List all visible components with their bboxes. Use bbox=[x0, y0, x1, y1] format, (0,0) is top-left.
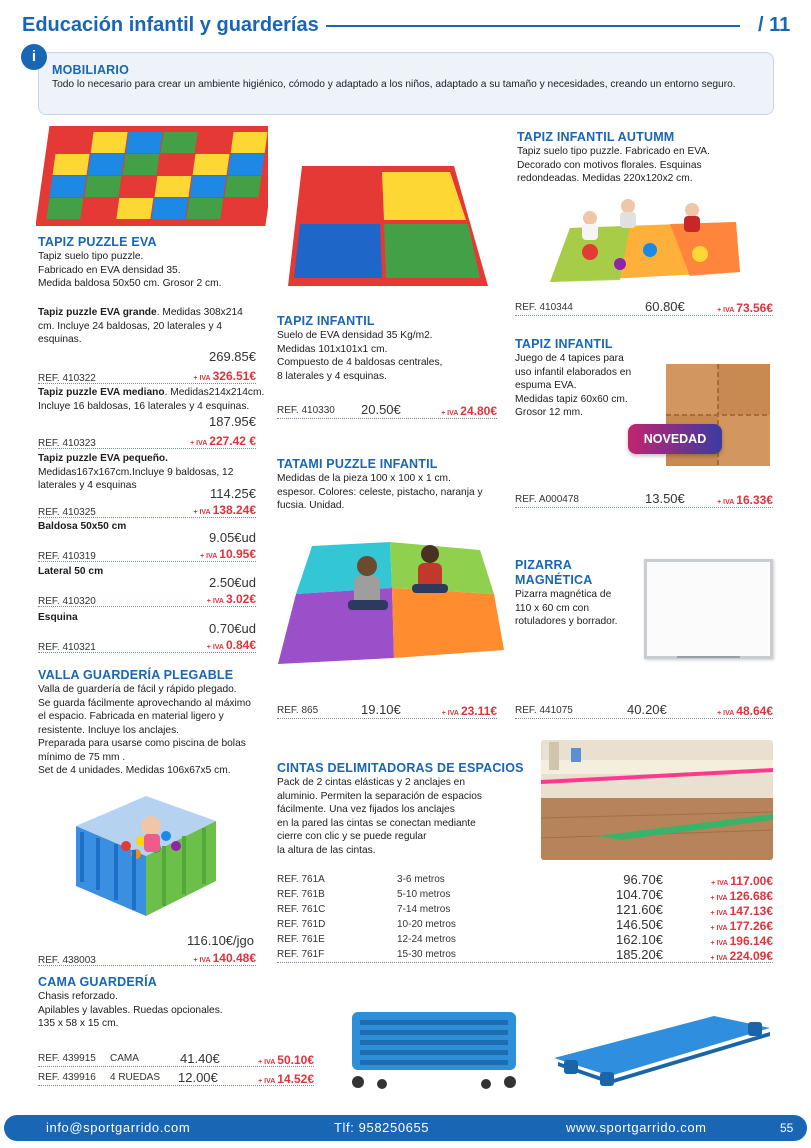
baldosa-name: Baldosa 50x50 cm bbox=[38, 521, 127, 532]
puzzle-tile bbox=[154, 176, 191, 197]
puzzle-tile bbox=[84, 176, 121, 197]
page-title: Educación infantil y guarderías bbox=[22, 14, 319, 36]
autumm-desc: Tapiz suelo tipo puzzle. Fabricado en EVA. Decorado con motivos florales. Esquinas redondeadas. Medidas 220x120x2 cm. bbox=[517, 146, 710, 184]
puzzle-tile bbox=[228, 154, 265, 175]
cama-single-image bbox=[544, 1010, 776, 1090]
puzzle-tile bbox=[221, 198, 258, 219]
tatami-desc: Medidas de la pieza 100 x 100 x 1 cm. espesor. Colores: celeste, pistacho, naranja y fucsia. Unidad. bbox=[277, 473, 483, 511]
tapiz-infantil-image bbox=[282, 162, 494, 290]
baldosa-row: REF. 410319 + IVA 10.95€ bbox=[38, 547, 256, 562]
tapiz-puzzle-eva-image bbox=[36, 122, 268, 230]
page-section-label: / 11 bbox=[758, 14, 791, 36]
lateral-price: 2.50€ud bbox=[209, 575, 256, 590]
cintas-title: CINTAS DELIMITADORAS DE ESPACIOS bbox=[277, 761, 524, 775]
eva-pequeno-desc: Tapiz puzzle EVA pequeño. Medidas167x167cm.Incluye 9 baldosas, 12 laterales y 4 esquinas bbox=[38, 453, 234, 491]
puzzle-tile bbox=[186, 198, 223, 219]
eva-pequeno-price: 114.25€ bbox=[209, 486, 256, 501]
eva-mediano-price: 187.95€ bbox=[209, 414, 256, 429]
cama-title: CAMA GUARDERÍA bbox=[38, 975, 157, 989]
puzzle-tile bbox=[56, 132, 93, 153]
puzzle-tile bbox=[119, 176, 156, 197]
valla-image bbox=[66, 786, 226, 926]
eva-grande-row: REF. 410322 + IVA 326.51€ bbox=[38, 369, 256, 384]
header-rule bbox=[326, 25, 740, 27]
tapiz-eva-title: TAPIZ PUZZLE EVA bbox=[38, 235, 157, 249]
eva-pequeno-row: REF. 410325 + IVA 138.24€ bbox=[38, 503, 256, 518]
intro-title: MOBILIARIO bbox=[52, 63, 129, 77]
puzzle-tile bbox=[151, 198, 188, 219]
cama-row-1: REF. 439915 CAMA 41.40€ + IVA 50.10€ bbox=[38, 1051, 314, 1067]
eva-mediano-row: REF. 410323 + IVA 227.42 € bbox=[38, 434, 256, 449]
puzzle-tile bbox=[224, 176, 261, 197]
autumm-row: REF. 410344 60.80€ + IVA 73.56€ bbox=[515, 299, 773, 315]
puzzle-tile bbox=[161, 132, 198, 153]
tapiz-infantil-desc: Suelo de EVA densidad 35 Kg/m2. Medidas 101x101x1 cm. Compuesto de 4 baldosas centrales, 8 laterales y 4 esquinas. bbox=[277, 330, 443, 382]
tapiz-eva-desc: Tapiz suelo tipo puzzle. Fabricado en EVA densidad 35. Medida baldosa 50x50 cm. Grosor 2 cm. bbox=[38, 251, 222, 289]
valla-desc: Valla de guardería de fácil y rápido plegado. Se guarda fácilmente aprovechando al máximo el espacio. Fabricada en material ligero y resistente. Incluye los anclajes. Preparada para usarse como piscina de bolas mínimo de 75 mm . Set de 4 unidades. Medidas 106x67x5 cm. bbox=[38, 684, 251, 776]
valla-price: 116.10€/jgo bbox=[187, 933, 254, 948]
footer-phone: Tlf: 958250655 bbox=[334, 1120, 430, 1135]
info-icon: i bbox=[21, 44, 47, 70]
autumm-title: TAPIZ INFANTIL AUTUMM bbox=[517, 130, 675, 144]
puzzle-tile bbox=[158, 154, 195, 175]
puzzle-tile bbox=[193, 154, 230, 175]
valla-row: REF. 438003 + IVA 140.48€ bbox=[38, 951, 256, 966]
puzzle-tile bbox=[91, 132, 128, 153]
cama-stack-image bbox=[346, 1004, 522, 1092]
pizarra-image bbox=[644, 559, 773, 659]
lateral-name: Lateral 50 cm bbox=[38, 566, 104, 577]
puzzle-tile bbox=[81, 198, 118, 219]
puzzle-tile bbox=[53, 154, 90, 175]
puzzle-tile bbox=[189, 176, 226, 197]
novedad-badge: NOVEDAD bbox=[628, 424, 722, 454]
puzzle-tile bbox=[126, 132, 163, 153]
cintas-table bbox=[277, 872, 773, 963]
tapiz-infantil-2-desc: Juego de 4 tapices para uso infantil elaborados en espuma EVA. Medidas tapiz 60x60 cm. Grosor 12 mm. bbox=[515, 353, 632, 418]
page-number: 55 bbox=[780, 1121, 794, 1135]
pizarra-row: REF. 441075 40.20€ + IVA 48.64€ bbox=[515, 702, 773, 718]
esquina-name: Esquina bbox=[38, 612, 78, 623]
tapiz-infantil-row: REF. 410330 20.50€ + IVA 24.80€ bbox=[277, 402, 497, 418]
valla-title: VALLA GUARDERÍA PLEGABLE bbox=[38, 668, 234, 682]
baldosa-price: 9.05€ud bbox=[209, 530, 256, 545]
footer-web[interactable]: www.sportgarrido.com bbox=[566, 1120, 707, 1135]
puzzle-tile bbox=[123, 154, 160, 175]
pizarra-desc: Pizarra magnética de 110 x 60 cm con rotuladores y borrador. bbox=[515, 589, 618, 627]
eva-mediano-desc: Tapiz puzzle EVA mediano. Medidas214x214cm. Incluye 16 baldosas, 16 laterales y 4 esquinas. bbox=[38, 387, 265, 412]
pizarra-title: PIZARRA MAGNÉTICA bbox=[515, 558, 593, 587]
puzzle-tile bbox=[49, 176, 86, 197]
autumm-image bbox=[540, 192, 742, 288]
cama-desc: Chasis reforzado. Apilables y lavables. Ruedas opcionales. 135 x 58 x 15 cm. bbox=[38, 991, 223, 1029]
puzzle-tile bbox=[116, 198, 153, 219]
cintas-row: REF. 761D 10-20 metros 146.50€ + IVA 177.26€ bbox=[277, 917, 773, 933]
cintas-row: REF. 761E 12-24 metros 162.10€ + IVA 196.14€ bbox=[277, 932, 773, 948]
eva-grande-desc: Tapiz puzzle EVA grande. Medidas 308x214 cm. Incluye 24 baldosas, 20 laterales y 4 esquinas. bbox=[38, 307, 243, 345]
tapiz-infantil-2-title: TAPIZ INFANTIL bbox=[515, 337, 613, 351]
cintas-row: REF. 761F 15-30 metros 185.20€ + IVA 224.09€ bbox=[277, 947, 773, 963]
puzzle-tile bbox=[231, 132, 268, 153]
tapiz-infantil-title: TAPIZ INFANTIL bbox=[277, 314, 375, 328]
puzzle-tile bbox=[46, 198, 83, 219]
footer-email[interactable]: info@sportgarrido.com bbox=[46, 1120, 191, 1135]
esquina-row: REF. 410321 + IVA 0.84€ bbox=[38, 638, 256, 653]
cintas-image bbox=[541, 740, 773, 860]
cintas-row: REF. 761A 3-6 metros 96.70€ + IVA 117.00€ bbox=[277, 872, 773, 888]
tatami-row: REF. 865 19.10€ + IVA 23.11€ bbox=[277, 702, 497, 718]
cintas-row: REF. 761B 5-10 metros 104.70€ + IVA 126.68€ bbox=[277, 887, 773, 903]
eva-grande-ref: REF. 410322 bbox=[38, 373, 96, 384]
tapiz-infantil-2-row: REF. A000478 13.50€ + IVA 16.33€ bbox=[515, 491, 773, 507]
cintas-row: REF. 761C 7-14 metros 121.60€ + IVA 147.13€ bbox=[277, 902, 773, 918]
intro-text: Todo lo necesario para crear un ambiente higiénico, cómodo y adaptado a los niños, adaptado a su tamaño y necesidades, creando un entorno seguro. bbox=[52, 79, 736, 90]
eva-grande-price: 269.85€ bbox=[209, 349, 256, 364]
lateral-row: REF. 410320 + IVA 3.02€ bbox=[38, 592, 256, 607]
cama-row-2: REF. 439916 4 RUEDAS 12.00€ + IVA 14.52€ bbox=[38, 1070, 314, 1086]
tatami-image bbox=[272, 538, 508, 666]
esquina-price: 0.70€ud bbox=[209, 621, 256, 636]
puzzle-tile bbox=[196, 132, 233, 153]
cintas-desc: Pack de 2 cintas elásticas y 2 anclajes en aluminio. Permiten la separación de espacios fácilmente. Una vez fijados los anclajes en la pared las cintas se conectan mediante cierre con clic y se puede regular la altura de las cintas. bbox=[277, 777, 482, 856]
puzzle-tile bbox=[88, 154, 125, 175]
tatami-title: TATAMI PUZZLE INFANTIL bbox=[277, 457, 438, 471]
